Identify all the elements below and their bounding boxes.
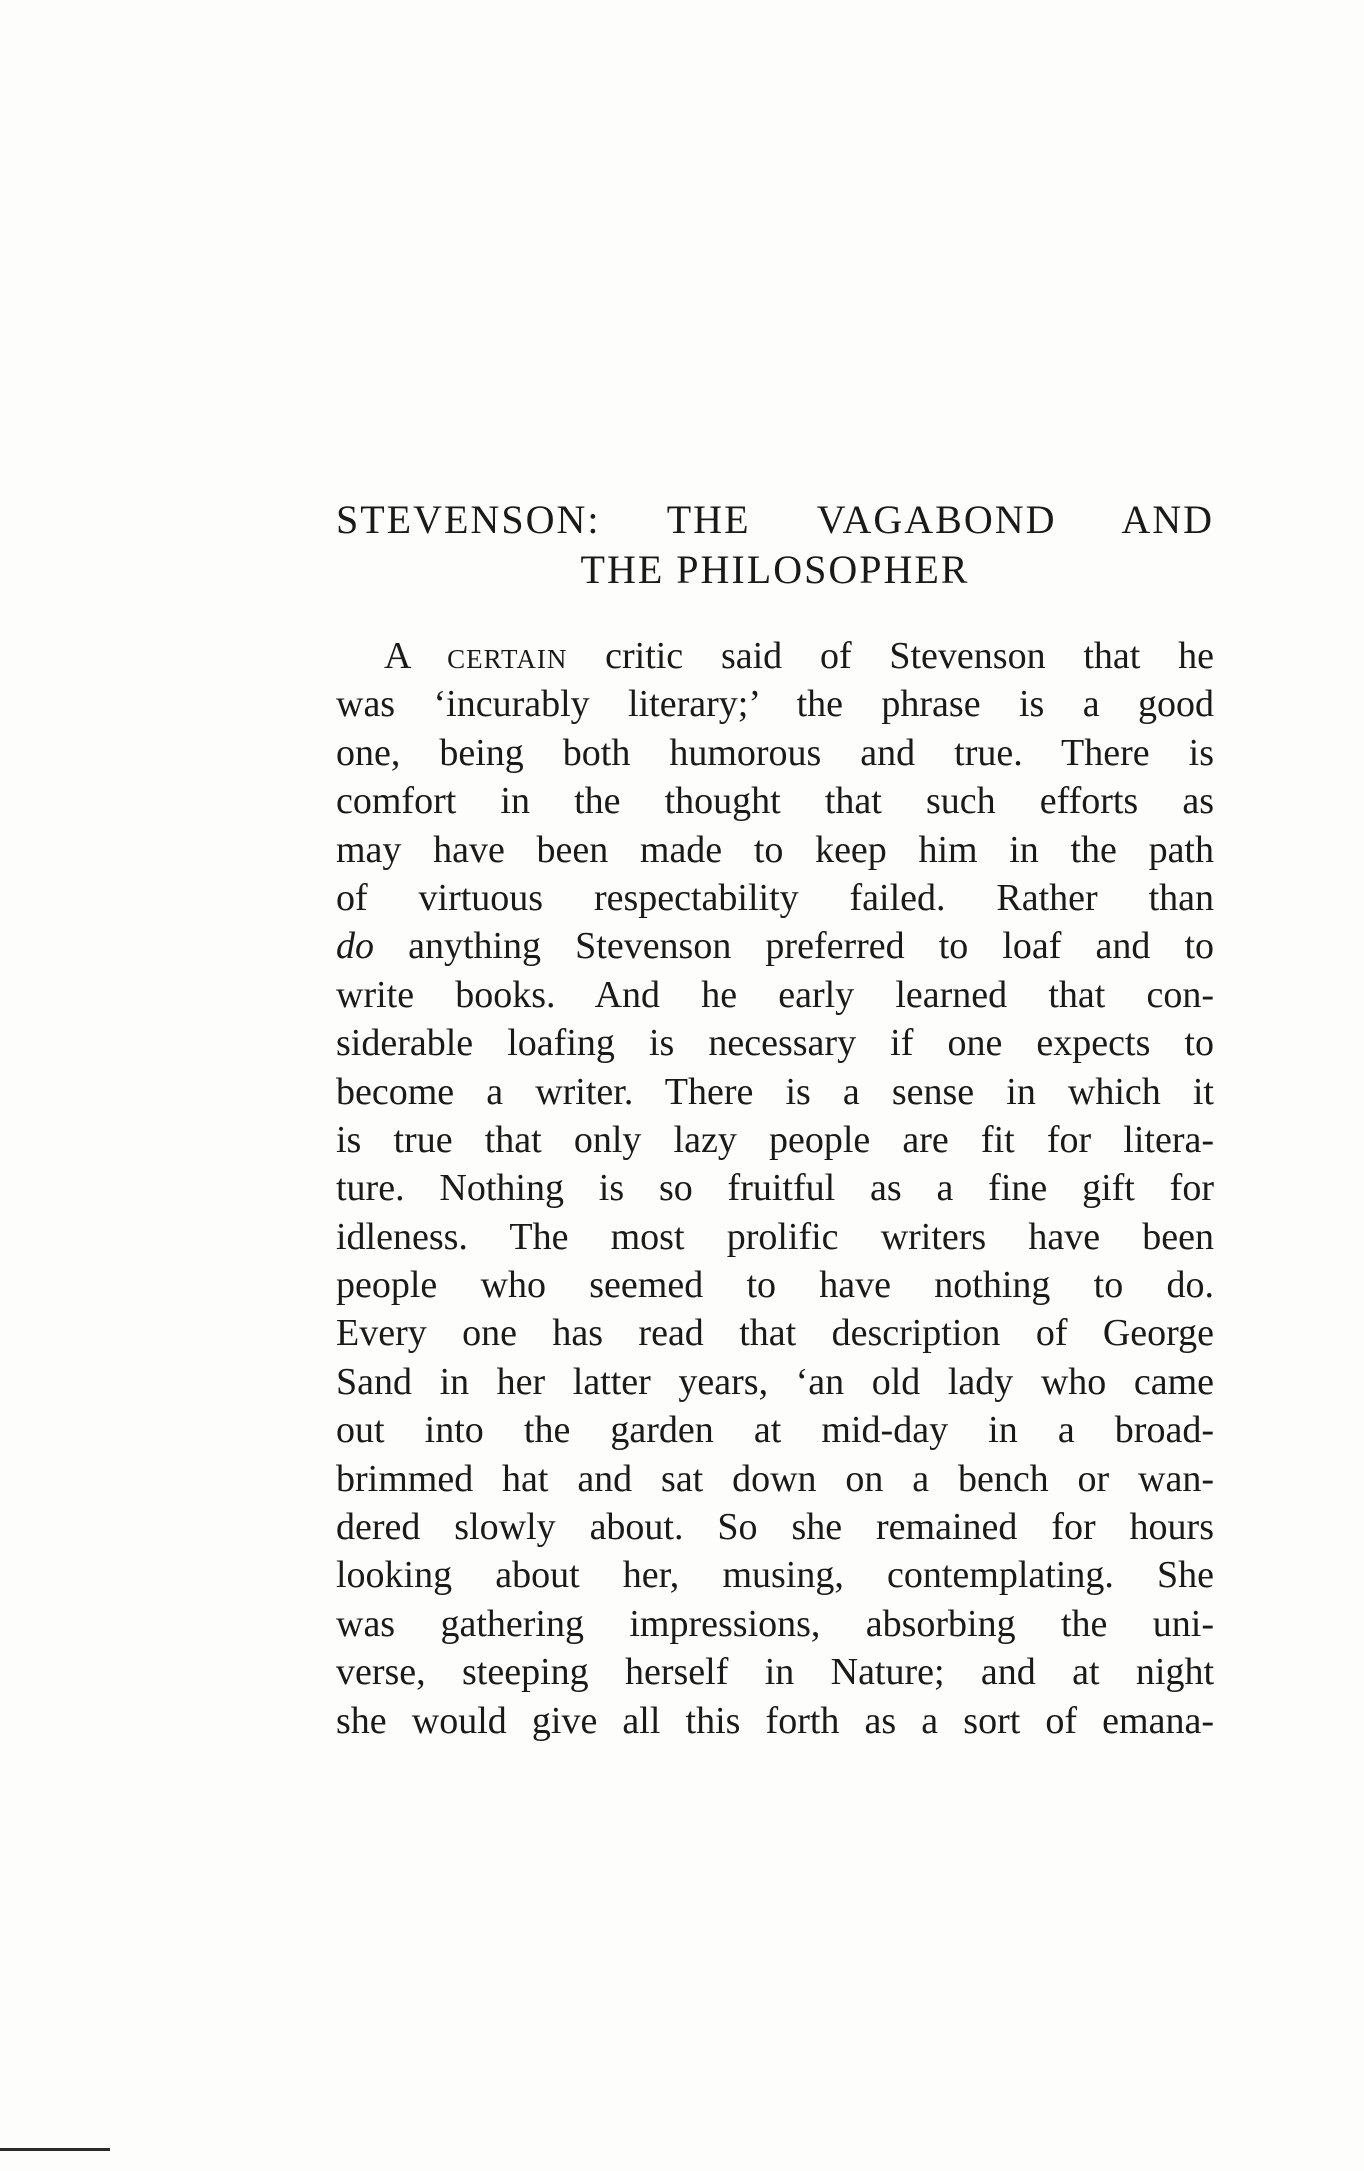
body-line: may have been made to keep him in the path	[336, 828, 1214, 871]
chapter-title-line: THE PHILOSOPHER	[580, 547, 970, 592]
body-line: write books. And he early learned that con-	[336, 973, 1214, 1016]
body-paragraph	[336, 632, 1214, 1745]
body-line-italic	[336, 922, 1214, 970]
first-line-rest: critic said of Stevenson that he	[567, 635, 1214, 677]
body-line: comfort in the thought that such efforts as	[336, 780, 1214, 823]
text-block	[336, 495, 1214, 1745]
scan-edge-rule	[0, 2148, 110, 2151]
body-line: people who seemed to have nothing to do.	[336, 1264, 1214, 1307]
body-line: she would give all this forth as a sort of emana-	[336, 1699, 1214, 1742]
italic-word: do	[336, 925, 374, 968]
body-line: siderable loafing is necessary if one expects to	[336, 1022, 1214, 1065]
body-line: brimmed hat and sat down on a bench or wan-	[336, 1457, 1214, 1500]
body-line: ture. Nothing is so fruitful as a fine gift for	[336, 1167, 1214, 1210]
body-line: dered slowly about. So she remained for hours	[336, 1506, 1214, 1549]
body-line: become a writer. There is a sense in which it	[336, 1070, 1214, 1113]
body-line: out into the garden at mid-day in a broad-	[336, 1409, 1214, 1452]
chapter-title-line: STEVENSON: THE VAGABOND AND	[336, 497, 1214, 542]
body-line-first	[336, 632, 1214, 680]
chapter-title	[336, 495, 1214, 595]
initial-letter: A	[384, 635, 448, 677]
body-line: was gathering impressions, absorbing the uni-	[336, 1602, 1214, 1645]
body-line: looking about her, musing, contemplating. She	[336, 1554, 1214, 1597]
body-line: idleness. The most prolific writers have been	[336, 1215, 1214, 1258]
body-line: Sand in her latter years, ‘an old lady who came	[336, 1360, 1214, 1403]
body-line: Every one has read that description of George	[336, 1312, 1214, 1355]
body-line: verse, steeping herself in Nature; and at night	[336, 1651, 1214, 1694]
body-line: was ‘incurably literary;’ the phrase is a good	[336, 683, 1214, 726]
body-line: is true that only lazy people are fit for litera-	[336, 1118, 1214, 1161]
italic-line-rest: anything Stevenson preferred to loaf and to	[374, 925, 1214, 968]
body-line: of virtuous respectability failed. Rather than	[336, 876, 1214, 919]
small-caps-word: certain	[447, 635, 568, 677]
body-line: one, being both humorous and true. There is	[336, 731, 1214, 774]
